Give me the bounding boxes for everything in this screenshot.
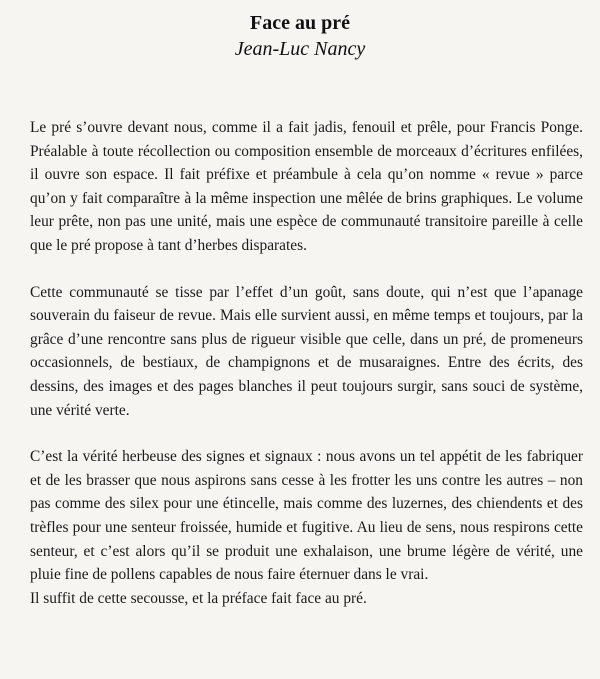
- page-title: Face au pré: [250, 12, 350, 34]
- author-name: Jean-Luc Nancy: [234, 38, 366, 60]
- page-header: [0, 10, 600, 62]
- paragraph: Cette communauté se tisse par l’effet d’un goût, sans doute, qui n’est que l’apanage souverain du faiseur de revue. Mais elle survient aussi, en même temps et toujours, par la grâce d’une rencontre sans plus de rigueur visible que celle, dans un pré, de promeneurs occasionnels, de bestiaux, de champignons et de musaraignes. Entre des écrits, des dessins, des images et des pages blanches il peut toujours surgir, sans souci de système, une vérité verte.: [30, 283, 583, 419]
- paragraph: C’est la vérité herbeuse des signes et signaux : nous avons un tel appétit de les fabriquer et de les brasser que nous aspirons sans cesse à les frotter les uns contre les autres – non pas comme des silex pour une étincelle, mais comme des luzernes, des chiendents et des trèfles pour une senteur froissée, humide et fugitive. Au lieu de sens, nous respirons cette senteur, et c’est alors qu’il se produit une exhalaison, une brume légère de vérité, une pluie fine de pollens capables de nous faire éternuer dans le vrai.: [30, 448, 583, 584]
- article-body: [30, 116, 583, 610]
- paragraph: Le pré s’ouvre devant nous, comme il a fait jadis, fenouil et prêle, pour Francis Ponge. Préalable à toute récollection ou composition ensemble de morceaux d’écritures enfilées, il ouvre son espace. Il fait préfixe et préambule à cela qu’on nomme « revue » parce qu’on y fait comparaître à la même inspection une mêlée de brins graphiques. Le volume leur prête, non pas une unité, mais une espèce de communauté transitoire pareille à celle que le pré propose à tant d’herbes disparates.: [30, 119, 583, 254]
- paragraph: Il suffit de cette secousse, et la préface fait face au pré.: [30, 589, 367, 607]
